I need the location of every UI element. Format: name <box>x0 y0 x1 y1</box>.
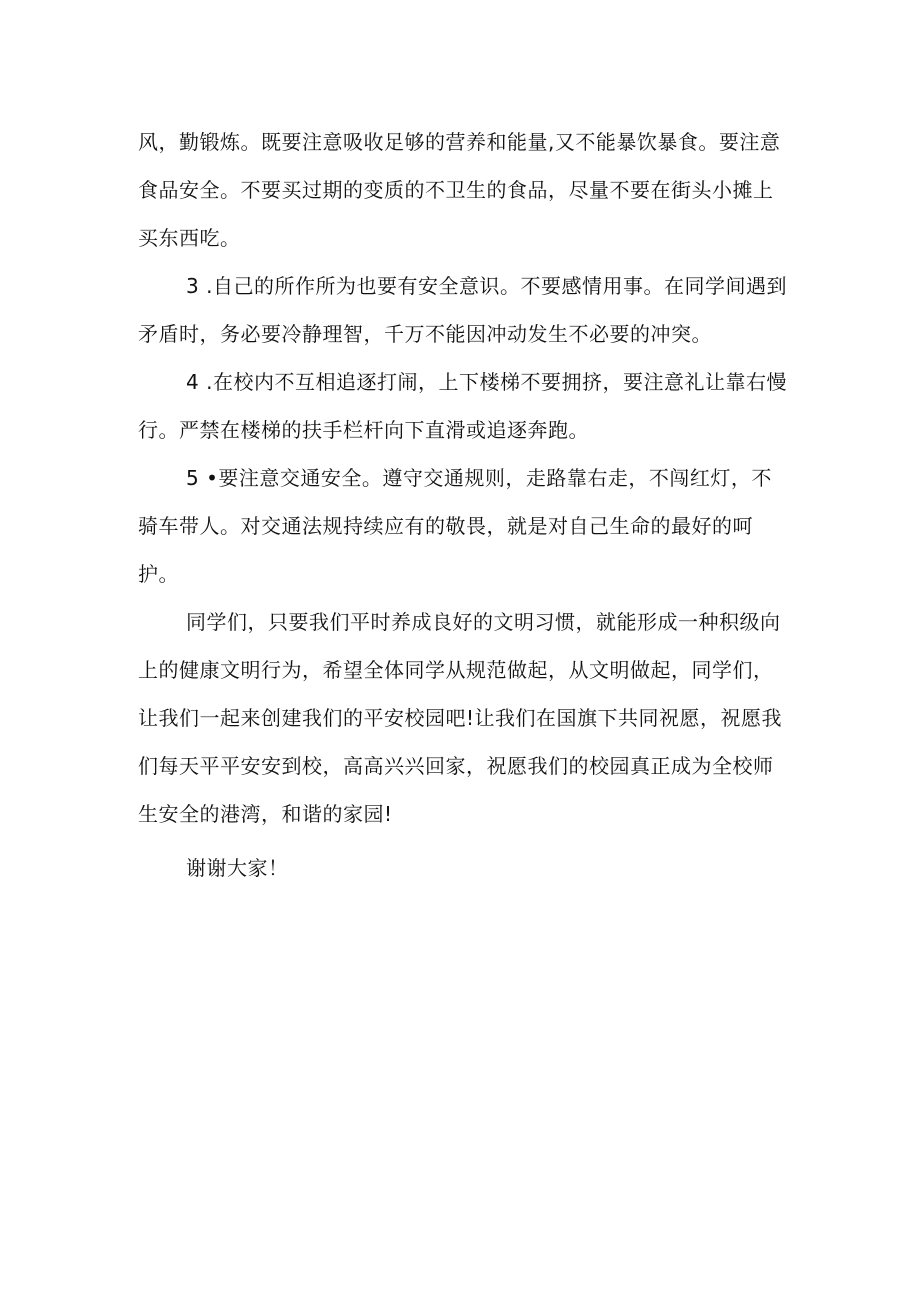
document-body <box>138 118 788 892</box>
paragraph-item-3: 3 .自己的所作所为也要有安全意识。不要感情用事。在同学间遇到矛盾时，务必要冷静理智，千万不能因冲动发生不必要的冲突。 <box>138 274 787 346</box>
paragraph-diet-safety: 风，勤锻炼。既要注意吸收足够的营养和能量,又不能暴饮暴食。要注意食品安全。不要买过期的变质的不卫生的食品，尽量不要在街头小摊上买东西吃。 <box>138 130 781 250</box>
thanks-line: 谢谢大家！ <box>186 856 289 880</box>
paragraph-closing-appeal: 同学们，只要我们平时养成良好的文明习惯，就能形成一种积级向上的健康文明行为，希望全体同学从规范做起，从文明做起，同学们，让我们一起来创建我们的平安校园吧!让我们在国旗下共同祝愿，祝愿我们每天平平安安到校，高高兴兴回家，祝愿我们的校园真正成为全校师生安全的港湾，和谐的家园! <box>138 610 783 826</box>
paragraph-item-5: 5 •要注意交通安全。遵守交通规则，走路靠右走，不闯红灯，不骑车带人。对交通法规持续应有的敬畏，就是对自己生命的最好的呵护。 <box>138 466 772 586</box>
paragraph-item-4: 4 .在校内不互相追逐打闹，上下楼梯不要拥挤，要注意礼让靠右慢行。严禁在楼梯的扶手栏杆向下直滑或追逐奔跑。 <box>138 370 787 442</box>
